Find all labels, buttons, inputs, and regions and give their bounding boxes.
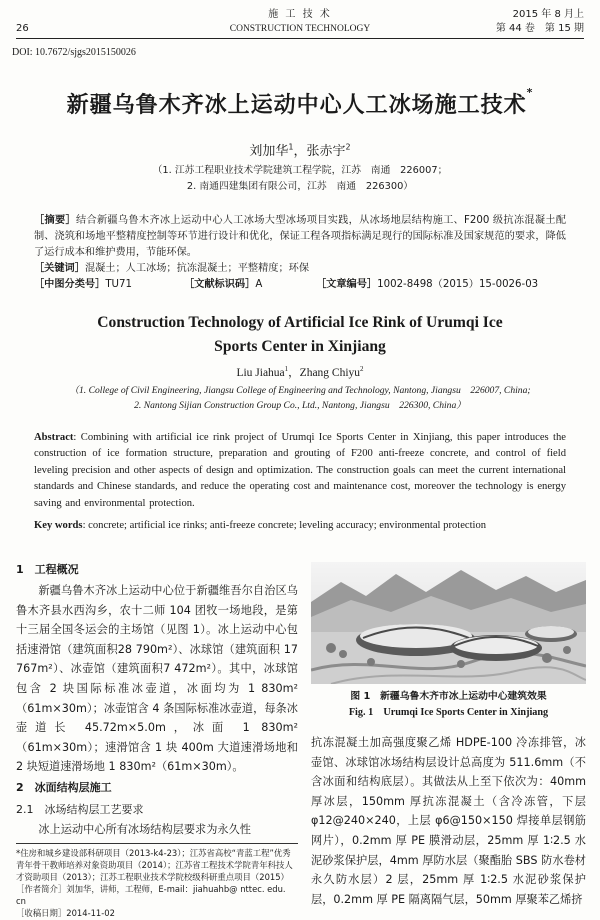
keywords-cn: ［关键词］混凝土；人工冰场；抗冻混凝土；平整精度；环保 — [34, 263, 310, 274]
abstract-en: Abstract: Combining with artificial ice rink project of Urumqi Ice Sports Center in Xinjiang, this paper introduces the construction of ice formation structure, preparation and grouting of F200 anti-freeze concrete, and control of field leveling precision and other aspects of design and optimization. The construction goals can meet the current international standards and Chinese standards, and reduce the operating cost and maintenance cost, moreover the technology is energy saving and environmental protection. Key words: concrete; artificial ice rinks; anti-freeze concrete; leveling accuracy; environmental protection — [34, 430, 566, 534]
right-column — [311, 733, 586, 909]
abstract-cn: ［摘要］结合新疆乌鲁木齐冰上运动中心人工冰场大型冰场项目实践，从冰场地层结构施工、F200 级抗冻混凝土配制、浇筑和场地平整精度控制等环节进行设计和优化，保证工程各项指标满足现行的国际标准及国家规范的要求，降低了运行成本和维护费用，节能环保。 ［关键词］混凝土；人工冰场；抗冻混凝土；平整精度；环保 ［中图分类号］TU71 ［文献标识码］A ［文章编号］1002-8498（2015）15-0026-03 — [34, 213, 566, 293]
figure-1-image — [311, 562, 586, 684]
journal-title-en: CONSTRUCTION TECHNOLOGY — [229, 24, 371, 34]
fund-note: *住房和城乡建设部科研项目（2013-k4-23）；江苏省高校“青蓝工程”优秀青年骨干教师培养对象资助项目（2014）；江苏省工程技术学院青年科技人才资助项目（2013）；江苏工程职业技术学院校级科研重点项目（2015） — [16, 848, 293, 882]
section-2-1-body: 冰上运动中心所有冰场结构层要求为永久性 — [38, 822, 251, 836]
section-2-1-heading: 2.1 冰场结构层工艺要求 — [16, 802, 144, 816]
issue-date: 2015 年 8 月上 — [512, 9, 584, 20]
doi: DOI: 10.7672/sjgs2015150026 — [12, 47, 136, 58]
title-footnote-mark: * — [526, 86, 534, 99]
header-rule — [16, 38, 584, 39]
section-2-heading: 2 冰面结构层施工 — [16, 780, 112, 794]
left-column — [16, 561, 298, 840]
affiliations-cn: （1. 江苏工程职业技术学院建筑工程学院，江苏 南通 226007； 2. 南通四建集团有限公司，江苏 南通 226300） — [152, 165, 448, 192]
section-1-heading: 1 工程概况 — [16, 563, 79, 576]
section-1-body: 新疆乌鲁木齐冰上运动中心位于新疆维吾尔自治区乌鲁木齐县水西沟乡，农十二师 104 团牧一场地段，是第十三届全国冬运会的主场馆（见图 1）。冰上运动中心包括速滑馆（建筑面积28 790m²）、冰球馆（建筑面积 17 767m²）、冰壶馆（建筑面积7 472m²）。其中，冰球馆包含 2 块国际标准冰壶道，冰面均为 1 830m²（61m×30m）；冰壶馆含 4 条国际标准冰壶道，每条冰壶道长 45.72m×5.0m，冰面 1 830m²（61m×30m）；速滑馆含 1 块 400m 大道速滑场地和 2 块短道速滑场地 1 830m²（61m×30m）。 — [16, 584, 298, 774]
section-2-1-body-continued: 抗冻混凝土加高强度聚乙烯 HDPE-100 冷冻排管，冰壶馆、冰球馆冰场结构层设计总高度为 511.6mm（不含冰面和结构底层）。其做法从上至下依次为：40mm 厚冰层，150mm 厚抗冻混凝土（含冷冻管，下层 φ12@240×240，上层 φ6@150×150 焊接单层钢筋网片），0.2mm 厚 PE 膜滑动层，25mm 厚 1∶2.5 水泥砂浆保护层，4mm 厚防水层（聚酯胎 SBS 防水卷材永久防水层）2 层，25mm 厚 1∶2.5 水泥砂浆保护层，0.2mm 厚 PE 隔离隔气层，50mm 厚聚苯乙烯挤 — [311, 736, 586, 906]
page-number: 26 — [16, 23, 29, 34]
keywords-en: Key words: concrete; artificial ice rinks; anti-freeze concrete; leveling accuracy; environmental protection — [34, 520, 487, 532]
title-en: Construction Technology of Artificial Ice Rink of Urumqi Ice Sports Center in Xinjiang — [97, 314, 503, 355]
classification-row: ［中图分类号］TU71 ［文献标识码］A ［文章编号］1002-8498（2015）15-0026-03 — [34, 279, 539, 290]
journal-title-cn: 施 工 技 术 — [268, 9, 332, 20]
authors-cn: 刘加华$^1$，张赤宇$^2$ — [249, 142, 351, 159]
affiliations-en: （1. College of Civil Engineering, Jiangsu College of Engineering and Technology, Nantong, Jiangsu 226007, China; 2. Nantong Sijian Construction Group Co., Ltd., Nantong, Jiangsu 226300, China） — [69, 385, 531, 411]
title-cn: 新疆乌鲁木齐冰上运动中心人工冰场施工技术* — [66, 86, 534, 118]
figure-1-caption: 图 1 新疆乌鲁木齐市冰上运动中心建筑效果 Fig. 1 Urumqi Ice Sports Center in Xinjiang — [348, 691, 549, 718]
footnotes: *住房和城乡建设部科研项目（2013-k4-23）；江苏省高校“青蓝工程”优秀青年骨干教师培养对象资助项目（2014）；江苏省工程技术学院青年科技人才资助项目（2013）；江苏工程职业技术学院校级科研重点项目（2015） ［作者简介］刘加华，讲师，工程师，E-mail：jiahuahb@ nttec. edu. cn ［收稿日期］2014-11-02 — [16, 843, 298, 919]
authors-en: Liu Jiahua$^1$，Zhang Chiyu$^2$ — [236, 365, 364, 379]
issue-volume: 第 44 卷 第 15 期 — [495, 23, 584, 34]
